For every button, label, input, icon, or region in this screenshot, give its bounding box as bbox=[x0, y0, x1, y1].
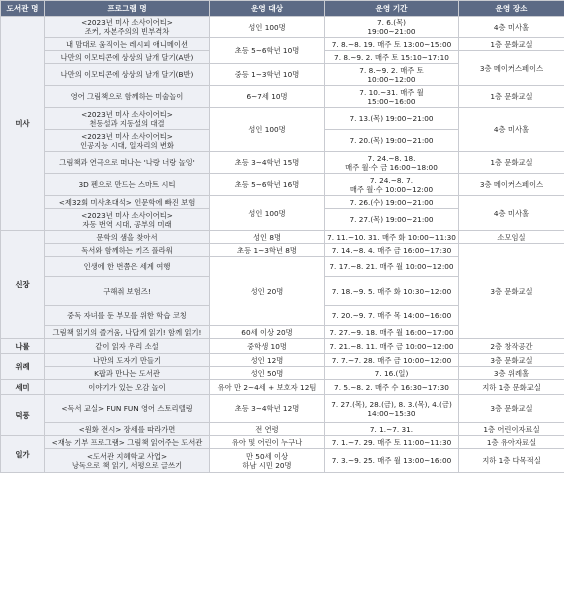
target-cell-text: 중등 1~3학년 10명 bbox=[234, 70, 300, 79]
place-cell bbox=[459, 108, 564, 152]
period-cell bbox=[325, 64, 459, 86]
table-row bbox=[1, 86, 564, 108]
place-cell bbox=[459, 196, 564, 231]
period-cell bbox=[325, 395, 459, 423]
program-name-cell bbox=[45, 244, 210, 257]
library-name-cell bbox=[1, 339, 45, 354]
program-name-cell bbox=[45, 354, 210, 367]
target-cell-text: 전 연령 bbox=[255, 424, 279, 434]
target-cell-text: 6~7세 10명 bbox=[246, 92, 288, 101]
place-cell-text: 3층 문화교실 bbox=[490, 404, 533, 413]
program-name-cell bbox=[45, 423, 210, 436]
place-cell-text: 3층 위례홀 bbox=[493, 368, 530, 378]
header-target: 운영 대상 bbox=[210, 1, 325, 17]
period-cell bbox=[325, 209, 459, 231]
place-cell-text: 지하 1층 문화교실 bbox=[482, 382, 541, 392]
target-cell bbox=[210, 38, 325, 64]
place-cell-text: 3층 메이커스페이스 bbox=[479, 180, 544, 189]
place-cell bbox=[459, 244, 564, 339]
header-period: 운영 기간 bbox=[325, 1, 459, 17]
program-name-cell bbox=[45, 196, 210, 209]
period-cell bbox=[325, 174, 459, 196]
place-cell-text: 4층 미사홀 bbox=[493, 22, 530, 32]
library-name-cell-text: 일가 bbox=[15, 449, 30, 459]
period-cell bbox=[325, 449, 459, 473]
period-cell-text: 7. 1.~7. 31. bbox=[369, 424, 414, 434]
period-cell bbox=[325, 277, 459, 306]
header-row bbox=[1, 1, 564, 17]
library-name-cell-text: 신장 bbox=[15, 280, 30, 289]
target-cell bbox=[210, 354, 325, 367]
program-name-cell-text: 인생에 한 번쯤은 세계 여행 bbox=[83, 262, 171, 271]
program-name-cell-text: 독서와 함께하는 키즈 플라워 bbox=[81, 245, 173, 255]
program-name-cell-text: <원화 전시> 장세를 따라가면 bbox=[78, 424, 176, 434]
period-cell bbox=[325, 86, 459, 108]
library-name-cell bbox=[1, 17, 45, 231]
header-library: 도서관 명 bbox=[1, 1, 45, 17]
program-name-cell bbox=[45, 152, 210, 174]
period-cell bbox=[325, 17, 459, 38]
library-name-cell-text: 세미 bbox=[15, 382, 30, 392]
program-name-cell-text: 3D 펜으로 만드는 스마트 시티 bbox=[78, 180, 176, 189]
place-cell bbox=[459, 449, 564, 473]
period-cell bbox=[325, 231, 459, 244]
program-name-cell-text: 천동설과 지동설의 대결 bbox=[89, 118, 165, 128]
table-row bbox=[1, 354, 564, 367]
program-name-cell bbox=[45, 306, 210, 326]
program-name-cell-text: 구해줘 보험즈! bbox=[103, 286, 151, 296]
period-cell bbox=[325, 130, 459, 152]
program-name-cell-text: 낭독으로 책 읽기, 서평으로 글쓰기 bbox=[71, 460, 183, 470]
table-row bbox=[1, 436, 564, 449]
target-cell-text: 만 50세 이상 bbox=[245, 451, 289, 461]
place-cell-text: 3층 문화교실 bbox=[490, 286, 533, 296]
library-name-cell bbox=[1, 436, 45, 473]
program-name-cell bbox=[45, 380, 210, 395]
program-name-cell-text: <2023년 미사 소사이어티> bbox=[81, 131, 173, 141]
table-row bbox=[1, 17, 564, 38]
header-place: 운영 장소 bbox=[459, 1, 564, 17]
period-cell bbox=[325, 257, 459, 277]
target-cell-text: 초등 5~6학년 10명 bbox=[234, 46, 300, 55]
program-name-cell-text: 조커, 자본주의의 빈부격차 bbox=[84, 27, 170, 36]
place-cell bbox=[459, 423, 564, 436]
period-cell-text: 7. 24.~8. 7. bbox=[369, 175, 414, 185]
program-name-cell bbox=[45, 339, 210, 354]
period-cell bbox=[325, 380, 459, 395]
library-name-cell-text: 미사 bbox=[15, 119, 30, 128]
program-name-cell-text: 같이 읽자 우리 소설 bbox=[95, 341, 159, 351]
target-cell-text: 성인 100명 bbox=[248, 125, 286, 134]
target-cell-text: 하남 시민 20명 bbox=[242, 460, 292, 470]
program-name-cell bbox=[45, 231, 210, 244]
program-name-cell bbox=[45, 257, 210, 277]
table-row bbox=[1, 380, 564, 395]
target-cell-text: 성인 100명 bbox=[248, 22, 286, 32]
target-cell-text: 초등 3~4학년 12명 bbox=[234, 404, 300, 413]
program-name-cell bbox=[45, 130, 210, 152]
library-name-cell bbox=[1, 231, 45, 339]
program-name-cell bbox=[45, 326, 210, 339]
program-name-cell bbox=[45, 395, 210, 423]
period-cell-text: 19:00~21:00 bbox=[367, 27, 416, 36]
period-cell bbox=[325, 244, 459, 257]
period-cell-text: 7. 13.(목) 19:00~21:00 bbox=[349, 114, 434, 123]
place-cell-text: 1층 유아자료실 bbox=[486, 437, 537, 447]
table-row bbox=[1, 339, 564, 354]
period-cell-text: 7. 7.~7. 28. 매주 금 10:00~12:00 bbox=[331, 355, 452, 365]
period-cell-text: 14:00~15:30 bbox=[367, 408, 416, 418]
library-name-cell-text: 위례 bbox=[15, 362, 30, 371]
period-cell-text: 7. 11.~10. 31. 매주 화 10:00~11:30 bbox=[327, 232, 456, 242]
period-cell-text: 7. 3.~9. 25. 매주 월 13:00~16:00 bbox=[331, 456, 452, 465]
period-cell bbox=[325, 196, 459, 209]
period-cell-text: 7. 6.(목) bbox=[377, 18, 406, 27]
program-name-cell bbox=[45, 436, 210, 449]
place-cell-text: 1층 어린이자료실 bbox=[483, 424, 540, 434]
period-cell-text: 7. 14.~8. 4. 매주 금 16:00~17:30 bbox=[331, 245, 452, 255]
target-cell bbox=[210, 436, 325, 449]
period-cell-text: 7. 1.~7. 29. 매주 토 11:00~11:30 bbox=[331, 437, 452, 447]
library-name-cell-text: 덕풍 bbox=[15, 410, 30, 420]
target-cell bbox=[210, 257, 325, 326]
place-cell bbox=[459, 38, 564, 51]
library-name-cell-text: 나룰 bbox=[15, 341, 30, 351]
target-cell bbox=[210, 152, 325, 174]
place-cell bbox=[459, 380, 564, 395]
program-name-cell-text: 그림책 읽기의 즐거움, 나답게 읽기! 함께 읽기! bbox=[52, 327, 202, 337]
target-cell-text: 중학생 10명 bbox=[247, 341, 287, 351]
period-cell-text: 매주 월·수 10:00~12:00 bbox=[349, 184, 434, 194]
period-cell-text: 7. 27.(목) 19:00~21:00 bbox=[349, 215, 434, 224]
table-row bbox=[1, 244, 564, 257]
program-name-cell-text: <2023년 미사 소사이어티> bbox=[81, 109, 173, 119]
period-cell-text: 7. 8.~9. 2. 매주 토 bbox=[359, 65, 424, 75]
target-cell bbox=[210, 86, 325, 108]
program-name-cell-text: 문학의 샘을 찾아서 bbox=[96, 232, 158, 242]
target-cell bbox=[210, 108, 325, 152]
table-row bbox=[1, 231, 564, 244]
program-name-cell-text: 중독 자녀를 둔 부모를 위한 학습 코칭 bbox=[67, 311, 187, 320]
period-cell-text: 10:00~12:00 bbox=[367, 74, 416, 84]
place-cell-text: 4층 미사홀 bbox=[493, 125, 530, 134]
period-cell-text: 7. 16.(일) bbox=[374, 368, 409, 378]
period-cell bbox=[325, 326, 459, 339]
table-row bbox=[1, 152, 564, 174]
program-name-cell bbox=[45, 51, 210, 64]
place-cell-text: 3층 메이커스페이스 bbox=[479, 63, 544, 73]
table-row bbox=[1, 423, 564, 436]
target-cell-text: 초등 3~4학년 15명 bbox=[234, 158, 300, 167]
target-cell bbox=[210, 174, 325, 196]
target-cell bbox=[210, 326, 325, 339]
table-row bbox=[1, 174, 564, 196]
program-name-cell bbox=[45, 108, 210, 130]
place-cell bbox=[459, 51, 564, 86]
period-cell bbox=[325, 423, 459, 436]
target-cell bbox=[210, 231, 325, 244]
program-name-cell-text: 나만의 이모티콘에 상상의 날개 달기(A반) bbox=[60, 52, 194, 62]
program-name-cell-text: 이야기가 있는 오감 놀이 bbox=[88, 382, 166, 392]
program-name-cell bbox=[45, 449, 210, 473]
program-name-cell-text: 나만의 도자기 만들기 bbox=[92, 355, 162, 365]
period-cell-text: 7. 10.~31. 매주 월 bbox=[359, 87, 424, 97]
place-cell-text: 소모임실 bbox=[497, 232, 526, 242]
program-name-cell-text: 인공지능 시대, 일자리의 변화 bbox=[80, 140, 174, 150]
target-cell bbox=[210, 64, 325, 86]
program-name-cell bbox=[45, 38, 210, 51]
period-cell-text: 15:00~16:00 bbox=[367, 96, 416, 106]
target-cell bbox=[210, 380, 325, 395]
target-cell bbox=[210, 449, 325, 473]
period-cell bbox=[325, 367, 459, 380]
period-cell bbox=[325, 354, 459, 367]
target-cell bbox=[210, 339, 325, 354]
table-row bbox=[1, 196, 564, 209]
place-cell bbox=[459, 339, 564, 354]
table-row bbox=[1, 38, 564, 51]
period-cell-text: 매주 월·수 금 16:00~18:00 bbox=[345, 162, 438, 172]
period-cell bbox=[325, 51, 459, 64]
period-cell-text: 7. 20.~9. 7. 매주 목 14:00~16:00 bbox=[331, 311, 452, 320]
period-cell-text: 7. 21.~8. 11. 매주 금 10:00~12:00 bbox=[329, 341, 454, 351]
period-cell-text: 7. 8.~8. 19. 매주 토 13:00~15:00 bbox=[331, 39, 452, 49]
table-row bbox=[1, 108, 564, 130]
target-cell-text: 유아 만 2~4세 + 보호자 12팀 bbox=[217, 382, 317, 392]
program-name-cell bbox=[45, 277, 210, 306]
target-cell-text: 성인 12명 bbox=[250, 355, 284, 365]
program-name-cell-text: <재능 기부 프로그램> 그림책 읽어주는 도서관 bbox=[51, 437, 203, 447]
program-name-cell-text: <2023년 미사 소사이어티> bbox=[81, 18, 173, 27]
program-name-cell-text: <2023년 미사 소사이어티> bbox=[81, 210, 173, 220]
period-cell bbox=[325, 152, 459, 174]
target-cell-text: 유아 및 어린이 누구나 bbox=[231, 437, 303, 447]
place-cell-text: 1층 문화교실 bbox=[490, 39, 533, 49]
period-cell bbox=[325, 108, 459, 130]
place-cell-text: 1층 문화교실 bbox=[490, 92, 533, 101]
target-cell-text: 성인 100명 bbox=[248, 208, 286, 218]
place-cell-text: 1층 문화교실 bbox=[490, 158, 533, 167]
period-cell-text: 7. 20.(목) 19:00~21:00 bbox=[349, 136, 434, 145]
target-cell-text: 성인 20명 bbox=[250, 286, 284, 296]
target-cell bbox=[210, 244, 325, 257]
place-cell bbox=[459, 395, 564, 423]
period-cell-text: 7. 27.~9. 18. 매주 월 16:00~17:00 bbox=[329, 327, 454, 337]
table-row bbox=[1, 395, 564, 423]
place-cell bbox=[459, 86, 564, 108]
program-name-cell-text: <제32회 미사초대석> 인문학에 빠진 보험 bbox=[58, 197, 196, 207]
library-name-cell bbox=[1, 354, 45, 380]
place-cell bbox=[459, 152, 564, 174]
place-cell bbox=[459, 354, 564, 367]
program-name-cell-text: 그림책과 연극으로 떠나는 '나랑 너랑 놀잉' bbox=[59, 158, 195, 167]
library-name-cell bbox=[1, 395, 45, 436]
program-name-cell-text: 나만의 이모티콘에 상상의 날개 달기(B반) bbox=[60, 70, 194, 79]
place-cell-text: 3층 문화교실 bbox=[490, 355, 533, 365]
target-cell bbox=[210, 395, 325, 423]
target-cell-text: 초등 5~6학년 16명 bbox=[234, 180, 300, 189]
place-cell bbox=[459, 367, 564, 380]
program-name-cell bbox=[45, 174, 210, 196]
table-body bbox=[1, 17, 564, 473]
period-cell-text: 7. 27.(목), 28.(금), 8. 3.(목), 4.(금) bbox=[331, 399, 452, 409]
place-cell bbox=[459, 174, 564, 196]
period-cell bbox=[325, 38, 459, 51]
target-cell-text: 초등 1~3학년 8명 bbox=[237, 245, 297, 255]
period-cell-text: 7. 24.~8. 18. bbox=[367, 153, 416, 163]
program-name-cell bbox=[45, 209, 210, 231]
program-name-cell-text: 영어 그림책으로 함께하는 미술놀이 bbox=[70, 92, 184, 101]
program-name-cell-text: <도서관 지혜학교 사업> bbox=[86, 451, 168, 461]
target-cell-text: 성인 8명 bbox=[252, 232, 282, 242]
program-name-cell bbox=[45, 367, 210, 380]
program-name-cell-text: 내 맘대로 움직이는 레시피 애니메이션 bbox=[65, 39, 189, 49]
period-cell-text: 7. 5.~8. 2. 매주 수 16:30~17:30 bbox=[334, 382, 449, 392]
period-cell bbox=[325, 436, 459, 449]
period-cell-text: 7. 8.~9. 2. 매주 토 15:10~17:10 bbox=[334, 52, 449, 62]
place-cell-text: 지하 1층 다목적실 bbox=[482, 456, 541, 465]
program-name-cell bbox=[45, 86, 210, 108]
program-name-cell-text: K팝과 만나는 도서관 bbox=[94, 368, 160, 378]
period-cell bbox=[325, 306, 459, 326]
period-cell-text: 7. 26.(수) 19:00~21:00 bbox=[349, 197, 434, 207]
header-program: 프로그램 명 bbox=[45, 1, 210, 17]
place-cell bbox=[459, 436, 564, 449]
library-name-cell bbox=[1, 380, 45, 395]
target-cell bbox=[210, 196, 325, 231]
program-name-cell bbox=[45, 64, 210, 86]
place-cell bbox=[459, 17, 564, 38]
target-cell-text: 성인 50명 bbox=[250, 368, 284, 378]
period-cell bbox=[325, 339, 459, 354]
table-row bbox=[1, 367, 564, 380]
target-cell bbox=[210, 367, 325, 380]
place-cell-text: 2층 창작공간 bbox=[490, 341, 533, 351]
period-cell-text: 7. 18.~9. 5. 매주 화 10:30~12:00 bbox=[331, 286, 452, 296]
program-name-cell-text: <독서 교실> FUN FUN 영어 스토리텔링 bbox=[61, 404, 193, 413]
table-row bbox=[1, 449, 564, 473]
place-cell bbox=[459, 231, 564, 244]
program-name-cell bbox=[45, 17, 210, 38]
target-cell-text: 60세 이상 20명 bbox=[241, 327, 293, 337]
program-name-cell-text: 자동 번역 시대, 공부의 미래 bbox=[82, 219, 172, 229]
target-cell bbox=[210, 423, 325, 436]
place-cell-text: 4층 미사홀 bbox=[493, 208, 530, 218]
target-cell bbox=[210, 17, 325, 38]
period-cell-text: 7. 17.~8. 21. 매주 월 10:00~12:00 bbox=[329, 262, 454, 271]
